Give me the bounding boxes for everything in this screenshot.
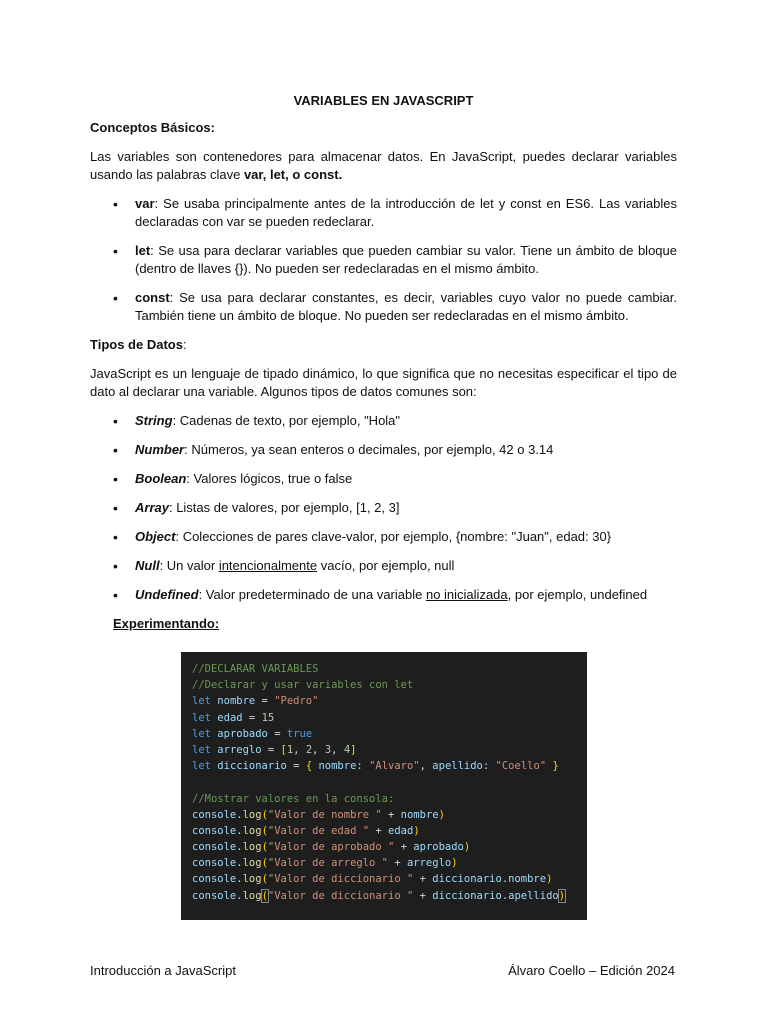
type-term: Object [135,529,176,544]
list-item: • const: Se usa para declarar constantes, es decir, variables cuyo valor no puede cambiar. También tiene un ámbito de bloque. No pueden ser redeclaradas en el mismo ámbito. [90,289,677,325]
list-item: • let: Se usa para declarar variables que pueden cambiar su valor. Tiene un ámbito de bloque (dentro de llaves {}). No pueden ser redeclaradas en el mismo ámbito. [90,242,677,278]
types-heading: Tipos de Datos: [90,337,187,352]
type-term: Boolean [135,471,187,486]
code-line: console.log("Valor de diccionario " + diccionario.nombre) [192,873,553,886]
type-term: String [135,413,173,428]
code-line: let edad = 15 [192,711,275,724]
code-line: console.log("Valor de aprobado " + aprobado) [192,841,471,854]
code-line: //Mostrar valores en la consola: [192,792,395,805]
type-term: Array [135,500,169,515]
type-term: Number [135,442,185,457]
footer-left: Introducción a JavaScript [90,963,236,978]
code-screenshot [181,652,587,920]
list-item: • Null: Un valor intencionalmente vacío, por ejemplo, null [90,557,677,575]
keyword-term: const [135,290,170,305]
list-item: • Object: Colecciones de pares clave-valor, por ejemplo, {nombre: "Juan", edad: 30} [90,528,677,546]
type-term: Null [135,558,160,573]
code-line [192,774,576,790]
code-line: console.log("Valor de arreglo " + arreglo) [192,857,458,870]
keyword-term: var [135,196,155,211]
footer-right: Álvaro Coello – Edición 2024 [508,963,675,978]
keyword-term: let [135,243,151,258]
document-title: VARIABLES EN JAVASCRIPT [293,93,474,108]
basics-heading: Conceptos Básicos: [90,120,215,135]
code-line: //DECLARAR VARIABLES [192,663,319,675]
document-page [90,92,677,645]
code-line: let aprobado = true [192,727,313,740]
list-item: • Array: Listas de valores, por ejemplo, [1, 2, 3] [90,499,677,517]
types-list [90,412,677,604]
list-item: • var: Se usaba principalmente antes de la introducción de let y const en ES6. Las variables declaradas con var se pueden redeclarar. [90,195,677,231]
list-item: • Boolean: Valores lógicos, true o false [90,470,677,488]
list-item: • Number: Números, ya sean enteros o decimales, por ejemplo, 42 o 3.14 [90,441,677,459]
code-line: console.log("Valor de edad " + edad) [192,824,420,837]
keyword-list [90,195,677,325]
code-line: let diccionario = { nombre: "Alvaro", apellido: "Coello" } [192,760,559,773]
code-line: let nombre = "Pedro" [192,695,319,708]
code-line: console.log("Valor de nombre " + nombre) [192,808,445,821]
list-item: • Undefined: Valor predeterminado de una variable no inicializada, por ejemplo, undefined [90,586,677,604]
code-line: console.log("Valor de diccionario " + diccionario.apellido) [192,889,566,902]
list-item: • String: Cadenas de texto, por ejemplo, "Hola" [90,412,677,430]
code-line: //Declarar y usar variables con let [192,679,414,692]
types-intro: JavaScript es un lenguaje de tipado dinámico, lo que significa que no necesitas especificar el tipo de dato al declarar una variable. Algunos tipos de datos comunes son: [90,366,677,399]
basics-intro: Las variables son contenedores para almacenar datos. En JavaScript, puedes declarar variables usando las palabras clave var, let, o const. [90,149,677,182]
code-line: let arreglo = [1, 2, 3, 4] [192,743,357,756]
experiment-heading: Experimentando: [113,616,220,631]
type-term: Undefined [135,587,199,602]
